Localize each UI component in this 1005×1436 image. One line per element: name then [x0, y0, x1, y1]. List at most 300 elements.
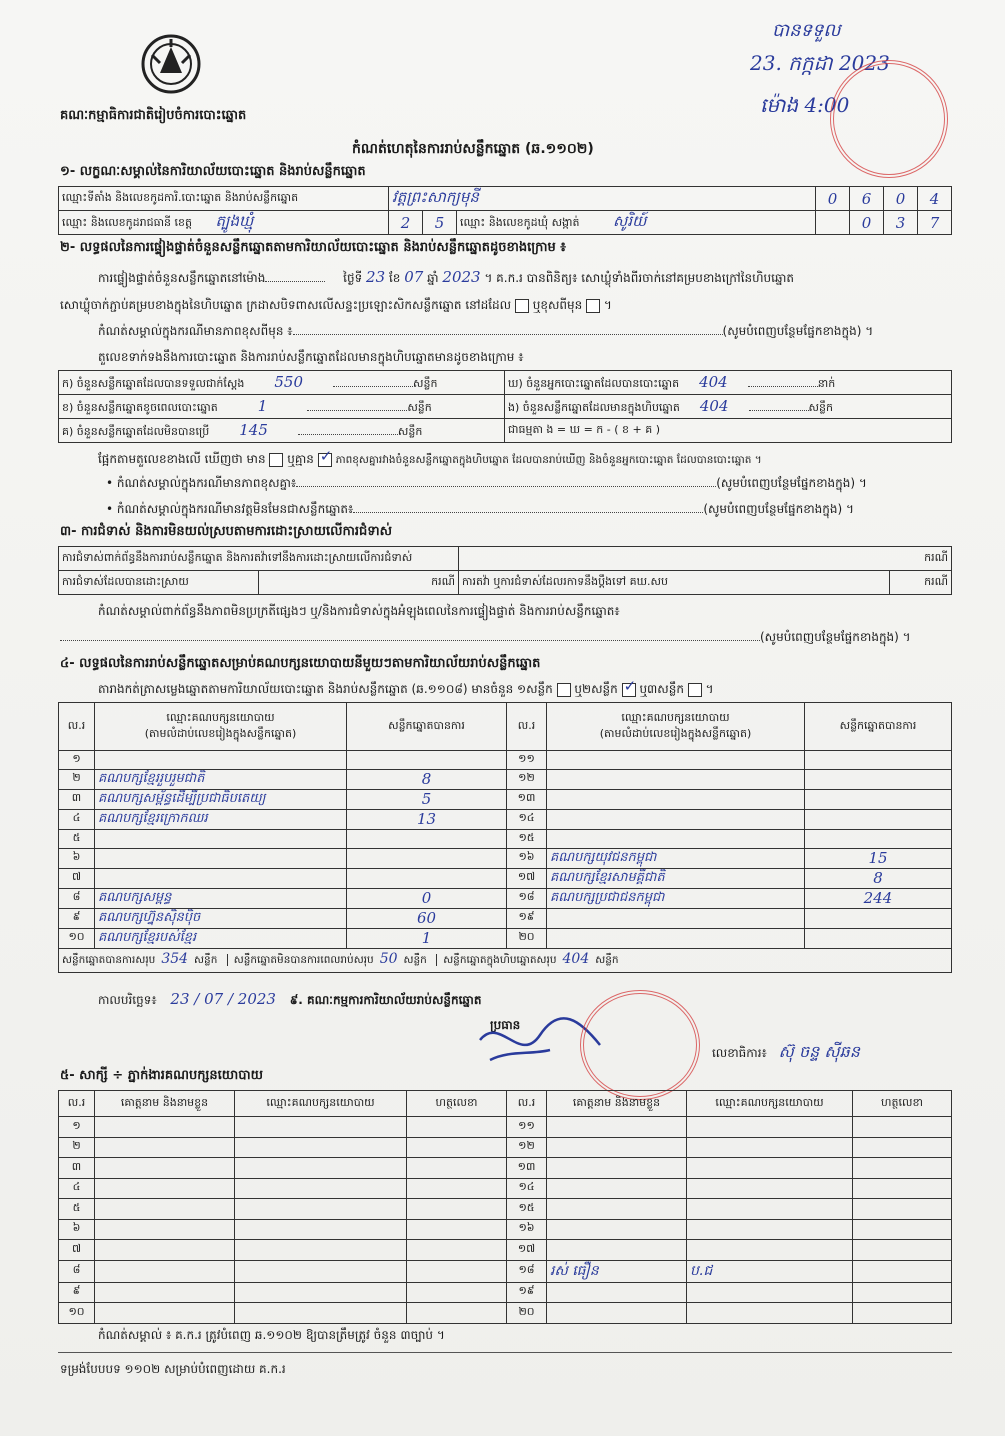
result-votes-right [805, 751, 952, 770]
result-no-left: ៥ [59, 829, 95, 848]
document-title: កំណត់ហេតុនៃការរាប់សន្លឹកឆ្នោត (ឆ.១១០២) [352, 141, 594, 157]
unchanged-checkbox[interactable] [515, 299, 529, 313]
objection-note-fill [60, 630, 911, 645]
witness-sign-left [407, 1282, 507, 1303]
commune-code-1: 0 [850, 211, 884, 235]
witness-no-right: ២០ [507, 1303, 547, 1324]
section5-heading: ៥- សាក្សី ÷ ភ្នាក់ងារគណបក្សនយោបាយ [60, 1068, 263, 1083]
witness-party-left [235, 1199, 407, 1220]
verify-day-label: ថ្ងៃទី [343, 271, 363, 285]
received-label: បានទទួល [772, 20, 841, 41]
result-no-left: ២ [59, 769, 95, 789]
site-code-1: 0 [816, 187, 850, 211]
result-votes-left [347, 848, 507, 868]
verify-time-label: ការផ្ទៀងផ្ទាត់ចំនួនសន្លឹកឆ្នោតនៅម៉ោង [98, 271, 266, 285]
results-row [59, 769, 952, 789]
total-box-label: សន្លឹកឆ្នោតក្នុងហិបឆ្នោតសរុប [443, 954, 557, 967]
witness-name-right [547, 1240, 687, 1261]
result-votes-left: 13 [347, 809, 507, 829]
result-party-left: គណបក្សសម្ព័ន្ធដើម្បីប្រជាធិបតេយ្យ [95, 789, 347, 809]
witness-row [59, 1158, 952, 1179]
witness-name-left [95, 1303, 235, 1324]
result-party-right [547, 908, 805, 928]
figure-a-label: ក) ចំនួនសន្លឹកឆ្នោតដែលបានទទួលជាក់ស្តែង [62, 376, 245, 390]
witness-no-left: ៤ [59, 1178, 95, 1199]
total-box-unit: សន្លឹក [595, 954, 619, 967]
result-no-left: ៦ [59, 848, 95, 868]
secretary-signature: ស៊ុ ចន្ទ សុីឆន [778, 1042, 860, 1061]
result-party-left [95, 848, 347, 868]
discrepancy-label-b: ឬគ្មាន [287, 452, 314, 466]
discrepancy-line [98, 452, 762, 468]
witness-sign-right [853, 1260, 952, 1282]
result-no-left: ៨ [59, 888, 95, 908]
witness-name-right [547, 1219, 687, 1240]
result-votes-right: 244 [805, 888, 952, 908]
result-no-left: ១ [59, 751, 95, 770]
result-votes-left: 1 [347, 928, 507, 948]
bullet-note-1 [106, 476, 867, 491]
province-label: ឈ្មោះ និងលេខកូដរាជធានី ខេត្ត [62, 215, 192, 229]
witness-name-right [547, 1158, 687, 1179]
figure-e-value: 404 [699, 396, 729, 415]
figure-d [505, 371, 952, 395]
result-votes-left: 5 [347, 789, 507, 809]
witness-no-right: ១២ [507, 1137, 547, 1158]
figure-b-value: 1 [257, 396, 268, 415]
total-valid: 354 [161, 951, 189, 968]
signing-date-label: កាលបរិច្ឆេទ៖ [98, 993, 157, 1007]
province-name: ត្បូងឃ្មុំ [215, 211, 254, 230]
col-party-left [95, 703, 347, 751]
w-col-party-right: ឈ្មោះគណបក្សនយោបាយ [687, 1091, 853, 1117]
result-votes-right [805, 829, 952, 848]
witness-no-left: ៥ [59, 1199, 95, 1220]
witness-party-left [235, 1303, 407, 1324]
witness-row [59, 1219, 952, 1240]
figure-c-value: 145 [239, 420, 268, 439]
result-votes-right [805, 789, 952, 809]
col-party-left-title: ឈ្មោះគណបក្សនយោបាយ [166, 710, 275, 724]
results-row [59, 868, 952, 888]
witness-row [59, 1137, 952, 1158]
section2-heading: ២- លទ្ធផលនៃការផ្ទៀងផ្ទាត់ចំនួនសន្លឹកឆ្នោតតាមការិយាល័យបោះឆ្នោត និងរាប់សន្លឹកឆ្នោតដូចខាងក្រោម ៖ [60, 240, 566, 255]
witness-no-right: ១៤ [507, 1178, 547, 1199]
witness-name-right [547, 1303, 687, 1324]
witness-name-left [95, 1199, 235, 1220]
result-party-right: គណបក្សខ្មែរសាមគ្គីជាតិ [547, 868, 805, 888]
fill-note-4: (សូមបំពេញបន្ថែមផ្នែកខាងក្នុង) ។ [760, 630, 911, 644]
result-party-right [547, 928, 805, 948]
figure-c-label: គ) ចំនួនសន្លឹកឆ្នោតដែលមិនបានប្រើ [62, 424, 210, 438]
section1-heading: ១- លក្ខណៈសម្គាល់នៃការិយាល័យបោះឆ្នោត និងរាប់សន្លឹកឆ្នោត [60, 164, 366, 179]
received-date: 23. កក្កដា 2023 [750, 51, 890, 75]
committee-sign-label: ៩. គណៈកម្មការការិយាល័យរាប់សន្លឹកឆ្នោត [289, 993, 482, 1007]
commune-code-2: 3 [884, 211, 918, 235]
total-valid-label: សន្លឹកឆ្នោតបានការសរុប [62, 954, 156, 967]
result-party-right [547, 829, 805, 848]
witness-party-left [235, 1282, 407, 1303]
col-votes-left: សន្លឹកឆ្នោតបានការ [347, 703, 507, 751]
figure-a-value: 550 [274, 372, 303, 391]
figures-table [58, 370, 952, 443]
w-col-no-right: ល.រ [507, 1091, 547, 1117]
result-party-left [95, 829, 347, 848]
witness-no-left: ៩ [59, 1282, 95, 1303]
result-no-right: ១១ [507, 751, 547, 770]
result-no-right: ១២ [507, 769, 547, 789]
witness-no-left: ២ [59, 1137, 95, 1158]
province-cell [59, 211, 389, 235]
witness-name-left [95, 1117, 235, 1138]
witness-sign-right [853, 1158, 952, 1179]
verify-line-2-text: សោឃ្លុំចាក់ភ្ជាប់គម្របខាងក្នុងនៃហិបឆ្នោត ក្រដាសបិទពាសលើសន្ទះប្រឡោះសិកសន្លឹកឆ្នោត នៅដដែល [60, 298, 512, 312]
col-party-right-sub: (តាមលំដាប់លេខរៀងក្នុងសន្លឹកឆ្នោត) [599, 726, 752, 740]
result-no-right: ១៤ [507, 809, 547, 829]
witness-party-right [687, 1240, 853, 1261]
section5-note: កំណត់សម្គាល់ ៖ គ.ក.រ ត្រូវបំពេញ ឆ.១១០២ ឱ្យបានត្រឹមត្រូវ ចំនួន ៣ច្បាប់ ។ [98, 1328, 445, 1342]
result-party-right [547, 789, 805, 809]
witness-party-left [235, 1117, 407, 1138]
witness-party-right [687, 1219, 853, 1240]
witness-row [59, 1282, 952, 1303]
bullet-note-1-text: • កំណត់សម្គាល់ក្នុងករណីមានភាពខុសគ្នា៖ [106, 476, 297, 490]
witness-row [59, 1178, 952, 1199]
col-party-left-sub: (តាមលំដាប់លេខរៀងក្នុងសន្លឹកឆ្នោត) [144, 726, 297, 740]
witness-party-left [235, 1137, 407, 1158]
witness-sign-right [853, 1117, 952, 1138]
witness-no-left: ១០ [59, 1303, 95, 1324]
figure-b [59, 395, 505, 419]
verify-line-2: សោឃ្លុំចាក់ភ្ជាប់គម្របខាងក្នុងនៃហិបឆ្នោត ក្រដាសបិទពាសលើសន្ទះប្រឡោះសិកសន្លឹកឆ្នោត នៅដដែល ឬខុសពីមុន ។ [60, 298, 612, 312]
witness-party-left [235, 1219, 407, 1240]
witness-party-right [687, 1303, 853, 1324]
witness-party-left [235, 1158, 407, 1179]
witness-name-left [95, 1137, 235, 1158]
verify-line-1-rest: ។ គ.ក.រ បានពិនិត្យ៖ សោឃ្លុំទាំងពីរចាក់នៅគម្របខាងក្រៅនៃហិបឆ្នោត [484, 271, 795, 285]
witness-party-right [687, 1158, 853, 1179]
site-value [389, 187, 816, 211]
province-code-1: 2 [389, 211, 423, 235]
no-discrepancy-checkbox[interactable] [318, 453, 332, 467]
witness-name-left [95, 1282, 235, 1303]
section3-heading: ៣- ការជំទាស់ និងការមិនយល់ស្របតាមការដោះស្រាយលើការជំទាស់ [60, 524, 392, 539]
pending-case: ករណី [889, 571, 951, 595]
changed-label: ឬខុសពីមុន [532, 298, 583, 312]
witness-sign-left [407, 1219, 507, 1240]
result-no-right: ១៦ [507, 848, 547, 868]
witness-no-right: ១៩ [507, 1282, 547, 1303]
result-party-left: គណបក្សសម្ពន្ធ [95, 888, 347, 908]
verify-month-label: ខែ [388, 271, 401, 285]
result-no-right: ១៧ [507, 868, 547, 888]
witness-sign-left [407, 1178, 507, 1199]
witness-row [59, 1260, 952, 1282]
discrepancy-label-c: ភាពខុសគ្នារវាងចំនួនសន្លឹកឆ្នោតក្នុងហិបឆ្នោត ដែលបានរាប់ឃើញ និងចំនួនអ្នកបោះឆ្នោត ដែលបានបោះឆ្នោត ។ [335, 454, 762, 466]
changed-checkbox[interactable] [586, 299, 600, 313]
figure-a [59, 371, 505, 395]
witness-no-left: ១ [59, 1117, 95, 1138]
received-time: ម៉ោង 4:00 [760, 93, 850, 117]
total-valid-unit: សន្លឹក [194, 954, 218, 967]
col-no-right: ល.រ [507, 703, 547, 751]
results-table [58, 702, 952, 973]
section1-table [58, 186, 952, 235]
commune-label: ឈ្មោះ និងលេខកូដឃុំ សង្កាត់ [460, 215, 580, 229]
witness-party-right: ប.ជ [687, 1260, 853, 1282]
witness-sign-left [407, 1158, 507, 1179]
formula-text: ជាធម្មតា ង = ឃ = ក - ( ខ + គ ) [508, 422, 660, 436]
verify-day: 23 [366, 268, 386, 286]
witness-row [59, 1199, 952, 1220]
witness-name-right [547, 1178, 687, 1199]
committee-name: គណៈកម្មាធិការជាតិរៀបចំការបោះឆ្នោត [60, 108, 247, 123]
figure-c [59, 419, 505, 443]
commune-cell [457, 211, 816, 235]
result-votes-left: 60 [347, 908, 507, 928]
witness-sign-right [853, 1303, 952, 1324]
discrepancy-label-a: ផ្អែកតាមតួលេខខាងលើ ឃើញថា មាន [98, 452, 266, 466]
two-sheet-checkbox[interactable] [622, 683, 636, 697]
nec-logo [138, 33, 204, 95]
commune-name: សូរិយ៍ [613, 211, 647, 230]
witness-sign-right [853, 1199, 952, 1220]
witness-name-right: រស់ ធឿន [547, 1260, 687, 1282]
totals-row [59, 948, 952, 972]
three-sheet-label: ឬ៣សន្លឹក [639, 682, 684, 696]
figure-b-unit: សន្លឹក [407, 400, 432, 414]
result-party-left: គណបក្សខ្មែររួបរួមជាតិ [95, 769, 347, 789]
witness-no-right: ១៣ [507, 1158, 547, 1179]
witness-sign-right [853, 1137, 952, 1158]
results-row [59, 829, 952, 848]
witness-party-left [235, 1260, 407, 1282]
witness-no-right: ១១ [507, 1117, 547, 1138]
figures-intro: តួលេខទាក់ទងនឹងការបោះឆ្នោត និងការរាប់សន្លឹកឆ្នោតដែលមានក្នុងហិបឆ្នោតមានដូចខាងក្រោម ៖ [98, 350, 524, 364]
has-discrepancy-checkbox[interactable] [269, 453, 283, 467]
result-votes-left [347, 829, 507, 848]
witness-table [58, 1090, 952, 1324]
footer-divider [58, 1352, 952, 1353]
pending-objections: ការតវ៉ា ឬការជំទាស់ដែលរកាទនឹងប្តឹងទៅ គឃ.សប [459, 571, 890, 595]
attachment-text: តារាងកត់ត្រាសម្លេងឆ្នោតតាមការិយាល័យបោះឆ្នោត និងរាប់សន្លឹកឆ្នោត (ឆ.១១០៨) មានចំនួន ១សន្លឹក [98, 682, 553, 696]
col-no-left: ល.រ [59, 703, 95, 751]
result-votes-left [347, 751, 507, 770]
witness-name-right [547, 1199, 687, 1220]
result-party-left [95, 868, 347, 888]
objection-row-1: ការជំទាស់ពាក់ព័ន្ធនឹងការរាប់សន្លឹកឆ្នោត និងការតវ៉ាទៅនឹងការដោះស្រាយលើការជំទាស់ [59, 547, 459, 571]
result-party-left [95, 751, 347, 770]
result-votes-left [347, 868, 507, 888]
witness-sign-right [853, 1282, 952, 1303]
total-invalid: 50 [379, 951, 398, 968]
result-party-right [547, 809, 805, 829]
result-votes-left: 8 [347, 769, 507, 789]
figure-formula [505, 419, 952, 443]
witness-no-right: ១៨ [507, 1260, 547, 1282]
total-box: 404 [562, 951, 590, 968]
witness-name-left [95, 1219, 235, 1240]
site-code-2: 6 [850, 187, 884, 211]
verify-year: 2023 [442, 268, 481, 286]
figure-d-value: 404 [699, 372, 728, 391]
three-sheet-checkbox[interactable] [688, 683, 702, 697]
resolved-case: ករណី [259, 571, 459, 595]
figure-c-unit: សន្លឹក [397, 424, 423, 438]
signing-date: 23 / 07 / 2023 [170, 990, 276, 1008]
result-votes-left: 0 [347, 888, 507, 908]
chair-label: ប្រធាន [490, 1018, 521, 1032]
result-no-right: ១៣ [507, 789, 547, 809]
witness-no-right: ១៧ [507, 1240, 547, 1261]
fill-note-2: (សូមបំពេញបន្ថែមផ្នែកខាងក្នុង) ។ [716, 476, 867, 490]
witness-body [59, 1117, 952, 1324]
witness-sign-right [853, 1219, 952, 1240]
difference-note-line [98, 324, 873, 339]
result-party-right [547, 769, 805, 789]
official-stamp-top [830, 60, 948, 178]
results-row [59, 848, 952, 868]
results-row [59, 809, 952, 829]
witness-no-left: ៣ [59, 1158, 95, 1179]
witness-name-left [95, 1178, 235, 1199]
commune-code-blank [816, 211, 850, 235]
objections-table [58, 546, 952, 595]
result-party-left: គណបក្សហ្វ៊ុនស៊ិនប៉ិច [95, 908, 347, 928]
col-party-right-title: ឈ្មោះគណបក្សនយោបាយ [621, 710, 730, 724]
one-sheet-checkbox[interactable] [557, 683, 571, 697]
total-invalid-label: សន្លឹកឆ្នោតមិនបានការពេលរាប់សរុប [233, 954, 374, 967]
result-no-right: ១៥ [507, 829, 547, 848]
site-name: វត្តព្រះសាក្យមុនី [392, 187, 479, 206]
witness-party-right [687, 1137, 853, 1158]
signing-date-line [98, 992, 481, 1008]
result-votes-right [805, 928, 952, 948]
figure-e-label: ង) ចំនួនសន្លឹកឆ្នោតដែលមានក្នុងហិបឆ្នោត [508, 400, 680, 414]
figure-d-unit: នាក់ [817, 376, 836, 390]
attachment-line: តារាងកត់ត្រាសម្លេងឆ្នោតតាមការិយាល័យបោះឆ្នោត និងរាប់សន្លឹកឆ្នោត (ឆ.១១០៨) មានចំនួន ១សន្លឹក ឬ២សន្លឹក ✓ ឬ៣សន្លឹក ។ [98, 682, 714, 697]
result-party-right: គណបក្សប្រជាជនកម្ពុជា [547, 888, 805, 908]
result-no-right: ១៩ [507, 908, 547, 928]
witness-no-left: ៨ [59, 1260, 95, 1282]
total-invalid-unit: សន្លឹក [403, 954, 427, 967]
official-stamp-committee [580, 990, 700, 1100]
results-row [59, 908, 952, 928]
witness-no-right: ១៥ [507, 1199, 547, 1220]
result-no-left: ១០ [59, 928, 95, 948]
witness-sign-left [407, 1240, 507, 1261]
results-row [59, 789, 952, 809]
bullet-note-2 [106, 502, 854, 517]
witness-party-right [687, 1199, 853, 1220]
figure-a-unit: សន្លឹក [413, 376, 438, 390]
site-code-3: 0 [884, 187, 918, 211]
witness-name-left [95, 1240, 235, 1261]
witness-party-right [687, 1178, 853, 1199]
witness-name-right [547, 1282, 687, 1303]
witness-no-left: ៦ [59, 1219, 95, 1240]
result-no-left: ៣ [59, 789, 95, 809]
figure-e [505, 395, 952, 419]
witness-row [59, 1240, 952, 1261]
site-code-4: 4 [918, 187, 952, 211]
objection-row-1-case: ករណី [459, 547, 952, 571]
result-no-left: ៤ [59, 809, 95, 829]
witness-row [59, 1303, 952, 1324]
fill-note-3: (សូមបំពេញបន្ថែមផ្នែកខាងក្នុង) ។ [703, 502, 854, 516]
witness-sign-left [407, 1199, 507, 1220]
witness-party-left [235, 1178, 407, 1199]
witness-sign-right [853, 1178, 952, 1199]
verify-year-label: ឆ្នាំ [427, 271, 439, 285]
verify-line-1 [98, 270, 794, 286]
figure-d-label: ឃ) ចំនួនអ្នកបោះឆ្នោតដែលបានបោះឆ្នោត [508, 376, 680, 390]
witness-name-left [95, 1158, 235, 1179]
results-row [59, 888, 952, 908]
results-row [59, 928, 952, 948]
col-votes-right: សន្លឹកឆ្នោតបានការ [805, 703, 952, 751]
witness-sign-left [407, 1303, 507, 1324]
difference-note-label: កំណត់សម្គាល់ក្នុងករណីមានភាពខុសពីមុន ៖ [98, 324, 293, 338]
witness-name-right [547, 1137, 687, 1158]
result-votes-right: 8 [805, 868, 952, 888]
fill-note-1: (សូមបំពេញបន្ថែមផ្នែកខាងក្នុង) ។ [722, 324, 874, 338]
witness-sign-left [407, 1137, 507, 1158]
two-sheet-label: ឬ២សន្លឹក [574, 682, 618, 696]
result-party-left: គណបក្សខ្មែរបស់ខ្មែរ [95, 928, 347, 948]
results-row [59, 751, 952, 770]
witness-sign-left [407, 1260, 507, 1282]
resolved-objections: ការជំទាស់ដែលបានដោះស្រាយ [59, 571, 259, 595]
bullet-note-2-text: • កំណត់សម្គាល់ក្នុងករណីមានវត្តមិនមែនជាសន្លឹកឆ្នោត៖ [106, 502, 354, 516]
objection-note: កំណត់សម្គាល់ពាក់ព័ន្ធនឹងភាពមិនប្រក្រតីផ្សេងៗ ឬ/និងការជំទាស់ក្នុងអំឡុងពេលនៃការផ្ទៀងផ្ទាត់ និងការរាប់សន្លឹកឆ្នោត៖ [98, 604, 620, 618]
footer-form-note: ទម្រង់បែបបទ ១១០២ សម្រាប់បំពេញដោយ គ.ក.រ [60, 1362, 286, 1376]
results-body [59, 751, 952, 949]
result-party-right: គណបក្សយុវជនកម្ពុជា [547, 848, 805, 868]
w-col-no-left: ល.រ [59, 1091, 95, 1117]
province-code-2: 5 [423, 211, 457, 235]
col-party-right [547, 703, 805, 751]
witness-sign-right [853, 1240, 952, 1261]
commune-code-3: 7 [918, 211, 952, 235]
witness-no-right: ១៦ [507, 1219, 547, 1240]
result-votes-right [805, 809, 952, 829]
verify-month: 07 [404, 268, 424, 286]
w-col-name-left: គោត្តនាម និងនាមខ្លួន [95, 1091, 235, 1117]
w-col-sign-right: ហត្ថលេខា [853, 1091, 952, 1117]
witness-name-right [547, 1117, 687, 1138]
result-no-right: ១៨ [507, 888, 547, 908]
witness-sign-left [407, 1117, 507, 1138]
result-votes-right [805, 769, 952, 789]
result-no-left: ៩ [59, 908, 95, 928]
section4-heading: ៤- លទ្ធផលនៃការរាប់សន្លឹកឆ្នោតសម្រាប់គណបក្សនយោបាយនីមួយៗតាមការិយាល័យរាប់សន្លឹកឆ្នោត [60, 656, 541, 671]
witness-party-right [687, 1117, 853, 1138]
result-party-right [547, 751, 805, 770]
result-no-left: ៧ [59, 868, 95, 888]
w-col-party-left: ឈ្មោះគណបក្សនយោបាយ [235, 1091, 407, 1117]
result-party-left: គណបក្សខ្មែរក្រោកឈរ [95, 809, 347, 829]
witness-no-left: ៧ [59, 1240, 95, 1261]
w-col-sign-left: ហត្ថលេខា [407, 1091, 507, 1117]
secretary-label: លេខាធិការ៖ [712, 1046, 767, 1060]
figure-e-unit: សន្លឹក [808, 400, 833, 414]
witness-party-left [235, 1240, 407, 1261]
witness-name-left [95, 1260, 235, 1282]
secretary-line [712, 1044, 860, 1061]
figure-b-label: ខ) ចំនួនសន្លឹកឆ្នោតខូចពេលបោះឆ្នោត [62, 400, 218, 414]
witness-party-right [687, 1282, 853, 1303]
